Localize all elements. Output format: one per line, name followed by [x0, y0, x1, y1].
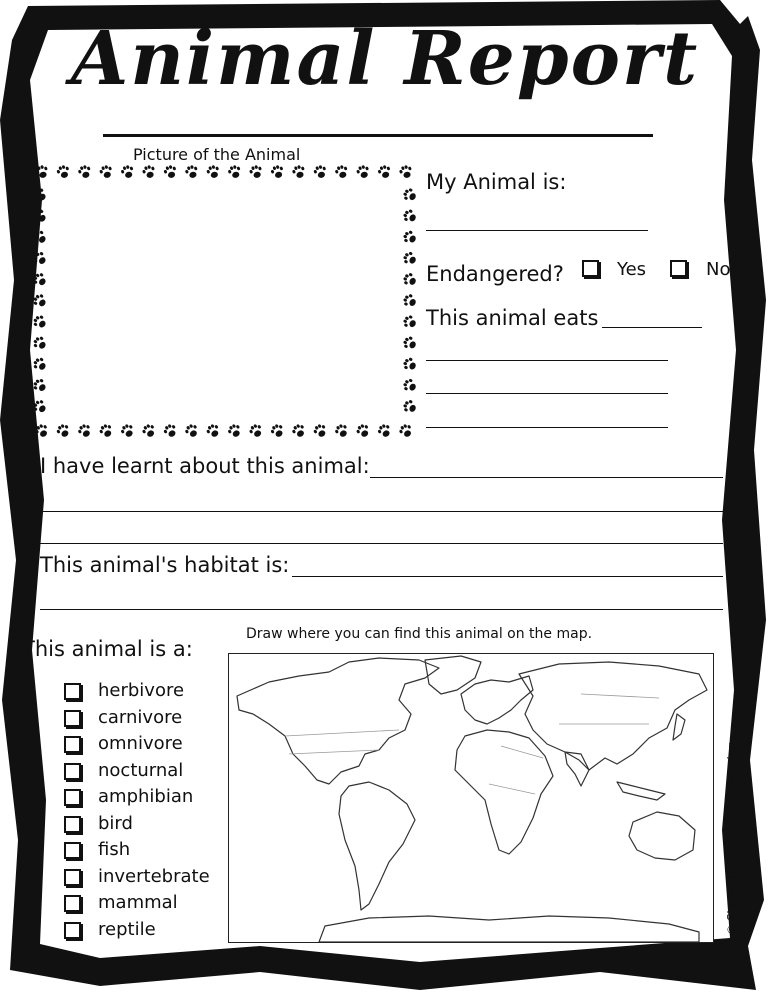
paw-print-icon [401, 250, 418, 267]
category-label-nocturnal: nocturnal [98, 759, 184, 781]
paw-print-icon [377, 164, 393, 180]
my-animal-line[interactable] [426, 230, 648, 231]
japan-outline [673, 714, 685, 740]
indonesia-outline [617, 782, 665, 800]
category-label-mammal: mammal [98, 892, 178, 913]
antarctica-outline [319, 916, 699, 942]
paw-print-icon [248, 422, 265, 439]
picture-caption: Picture of the Animal [133, 145, 301, 164]
paw-print-icon [55, 422, 72, 439]
paw-print-icon [120, 164, 136, 180]
paw-print-icon [205, 164, 221, 180]
paw-print-icon [312, 422, 329, 439]
map-caption: Draw where you can find this animal on the map. [246, 626, 593, 642]
paw-print-icon [34, 164, 50, 180]
eats-label: This animal eats [426, 306, 599, 330]
south-america-outline [339, 782, 415, 910]
paw-print-icon [401, 314, 418, 331]
paw-print-icon [162, 422, 179, 439]
paw-print-icon [401, 398, 418, 415]
category-checkbox-reptile[interactable] [64, 922, 81, 939]
title-underline [103, 134, 653, 137]
category-checkbox-herbivore[interactable] [64, 683, 81, 700]
learnt-label: I have learnt about this animal: [40, 454, 370, 478]
paw-print-icon [31, 356, 48, 373]
category-checkbox-amphibian[interactable] [64, 789, 81, 806]
north-america-outline [237, 658, 439, 784]
category-label-carnivore: carnivore [98, 706, 183, 728]
world-map [229, 654, 713, 942]
learnt-line[interactable] [370, 477, 723, 478]
endangered-no-checkbox[interactable] [670, 260, 687, 277]
paw-print-icon [76, 422, 93, 439]
paw-print-icon [333, 422, 350, 439]
paw-print-icon [31, 207, 48, 224]
eats-line[interactable] [426, 360, 668, 361]
category-label-reptile: reptile [98, 918, 156, 940]
my-animal-label: My Animal is: [426, 170, 567, 194]
endangered-yes-checkbox[interactable] [582, 260, 599, 277]
paw-print-icon [290, 422, 307, 439]
australia-outline [629, 812, 695, 860]
india-outline [565, 752, 589, 786]
category-checkbox-carnivore[interactable] [64, 710, 81, 727]
paw-print-icon [401, 271, 418, 288]
paw-print-icon [77, 164, 93, 180]
paw-print-icon [401, 292, 418, 309]
paw-print-icon [31, 229, 48, 246]
category-checkbox-omnivore[interactable] [64, 736, 81, 753]
africa-outline [455, 730, 553, 854]
paw-print-icon [31, 334, 48, 351]
learnt-line[interactable] [40, 511, 723, 512]
paw-print-icon [398, 422, 415, 439]
category-label-herbivore: herbivore [98, 680, 185, 701]
paw-print-icon [398, 164, 414, 180]
paw-print-icon [55, 164, 71, 180]
paw-print-icon [184, 164, 200, 180]
category-checkbox-nocturnal[interactable] [64, 763, 81, 780]
europe-outline [461, 676, 533, 724]
paw-print-icon [401, 335, 418, 352]
paw-print-icon [31, 186, 48, 203]
paw-print-icon [226, 422, 243, 439]
paw-print-icon [355, 422, 372, 439]
category-checkbox-fish[interactable] [64, 842, 81, 859]
page-title: Animal Report [70, 16, 700, 102]
paw-print-icon [205, 422, 222, 439]
paw-print-icon [401, 356, 418, 373]
greenland-outline [425, 656, 481, 694]
paw-print-icon [31, 398, 48, 415]
paw-print-icon [31, 250, 48, 267]
eats-line[interactable] [426, 393, 668, 394]
endangered-label: Endangered? [426, 262, 564, 286]
animal-is-label: This animal is a: [22, 637, 193, 661]
paw-print-icon [401, 377, 418, 394]
paw-print-icon [141, 422, 158, 439]
paw-print-icon [270, 164, 286, 180]
category-label-invertebrate: invertebrate [98, 865, 210, 887]
paw-print-icon [163, 164, 179, 180]
paw-print-icon [31, 292, 48, 309]
paw-print-icon [119, 422, 136, 439]
category-label-fish: fish [98, 839, 131, 860]
paw-print-icon [291, 164, 307, 180]
habitat-label: This animal's habitat is: [40, 553, 290, 577]
category-checkbox-invertebrate[interactable] [64, 869, 81, 886]
paw-print-icon [401, 208, 418, 225]
habitat-line[interactable] [40, 609, 723, 610]
paw-print-icon [248, 164, 264, 180]
paw-print-icon [34, 422, 51, 439]
paw-print-icon [376, 422, 393, 439]
world-map-box[interactable] [228, 653, 714, 943]
paw-print-icon [141, 164, 157, 180]
paw-print-icon [98, 164, 114, 180]
paw-print-icon [401, 229, 418, 246]
learnt-line[interactable] [40, 543, 723, 544]
paw-print-icon [312, 164, 328, 180]
paw-print-icon [31, 271, 48, 288]
eats-line[interactable] [426, 427, 668, 428]
paw-print-icon [269, 422, 286, 439]
paw-print-icon [31, 377, 48, 394]
paw-print-icon [355, 164, 371, 180]
paw-print-icon [227, 164, 243, 180]
paw-print-icon [183, 422, 200, 439]
category-label-amphibian: amphibian [98, 786, 194, 807]
paw-print-icon [334, 164, 350, 180]
category-label-bird: bird [98, 812, 133, 834]
endangered-yes-label: Yes [617, 259, 647, 280]
category-checkbox-mammal[interactable] [64, 895, 81, 912]
paw-print-icon [31, 313, 48, 330]
paw-print-frame[interactable] [28, 160, 420, 442]
endangered-no-label: No [706, 259, 731, 280]
copyright-text: © Simple Living. Creative Learning [725, 742, 738, 935]
paw-print-icon [401, 187, 418, 204]
habitat-line[interactable] [292, 576, 723, 577]
category-checkbox-bird[interactable] [64, 816, 81, 833]
eats-line[interactable] [602, 327, 702, 328]
category-label-omnivore: omnivore [98, 733, 183, 754]
paw-print-icon [98, 422, 115, 439]
